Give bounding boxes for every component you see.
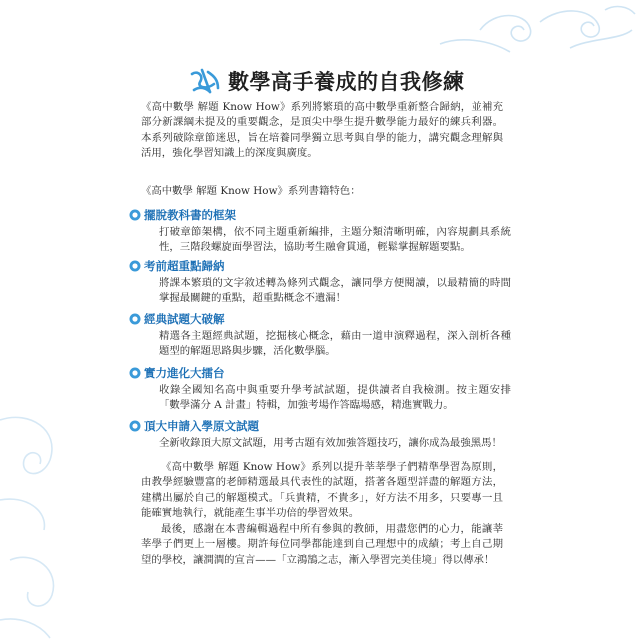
feature-description: 將課本繁瑣的文字敘述轉為條列式觀念，讓同學方便閱讀，以最精簡的時間掌握最關鍵的重點，超重點概念不遺漏！ — [159, 277, 511, 305]
calligraphy-brush-icon — [188, 66, 222, 96]
feature-item — [129, 311, 509, 359]
page-title: 數學高手養成的自我修練 — [228, 70, 465, 94]
bullet-icon — [129, 313, 141, 325]
feature-title: 頂大申請入學原文試題 — [144, 419, 259, 433]
feature-description: 收錄全國知名高中與重要升學考試試題，提供讀者自我檢測。按主題安排「數學滿分 A 計畫」特輯，加強考場作答臨場感，精進實戰力。 — [159, 384, 511, 412]
feature-description: 全新收錄頂大原文試題，用考古題有效加強答題技巧，讓你成為最強黑馬！ — [159, 437, 502, 449]
feature-title: 考前超重點歸納 — [144, 259, 225, 273]
feature-description: 打破章節架構，依不同主題重新編排，主題分類清晰明確，內容規劃具系統性，三階段螺旋面學習法，協助考生融會貫通，輕鬆掌握解題要點。 — [159, 226, 511, 254]
feature-description: 精選各主題經典試題，挖掘核心概念，藉由一道申演釋過程，深入剖析各種題型的解題思路與步驟，活化數學腦。 — [159, 330, 511, 358]
bullet-icon — [129, 367, 141, 379]
page-header — [188, 64, 465, 98]
bullet-icon — [129, 420, 141, 432]
intro-paragraph: 《高中數學 解題 Know How》系列將繁瑣的高中數學重新整合歸納，並補充部分新課綱未提及的重要觀念，是頂尖中學生提升數學能力最好的練兵利器。本系列破除章節迷思，旨在培養同學獨立思考與自學的能力，講究觀念理解與活用，強化學習知識上的深度與廣度。 — [141, 101, 503, 160]
feature-title: 擺脫教科書的框架 — [144, 208, 236, 222]
bullet-icon — [129, 209, 141, 221]
swirl-decoration — [0, 380, 70, 640]
feature-item — [129, 365, 509, 413]
closing-paragraph-1: 《高中數學 解題 Know How》系列以提升莘莘學子們精準學習為原則，由教學經驗豐富的老師精選最具代表性的試題，搭著各題型詳盡的解題方法，建構出屬於自己的解題模式。「兵貴精，不貴多」，好方法不用多，只要專一且能確實地執行，就能產生事半功倍的學習效果。 — [141, 461, 503, 520]
feature-item — [129, 207, 509, 255]
features-lead: 《高中數學 解題 Know How》系列書籍特色： — [141, 185, 361, 197]
feature-item — [129, 258, 509, 306]
feature-item — [129, 418, 509, 451]
bullet-icon — [129, 260, 141, 272]
feature-title: 經典試題大破解 — [144, 312, 225, 326]
cloud-swirl-decoration — [420, 0, 640, 70]
feature-title: 實力進化大擂台 — [144, 366, 225, 380]
closing-paragraph-2: 最後，感謝在本書編輯過程中所有參與的教師，用盡您們的心力，能讓莘莘學子們更上一層樓。期許每位同學都能達到自己理想中的成績；考上自己期望的學校，讓澗澗的宣言——「立鴻鵠之志，漸入學習完美佳境」得以傳承！ — [141, 523, 503, 566]
